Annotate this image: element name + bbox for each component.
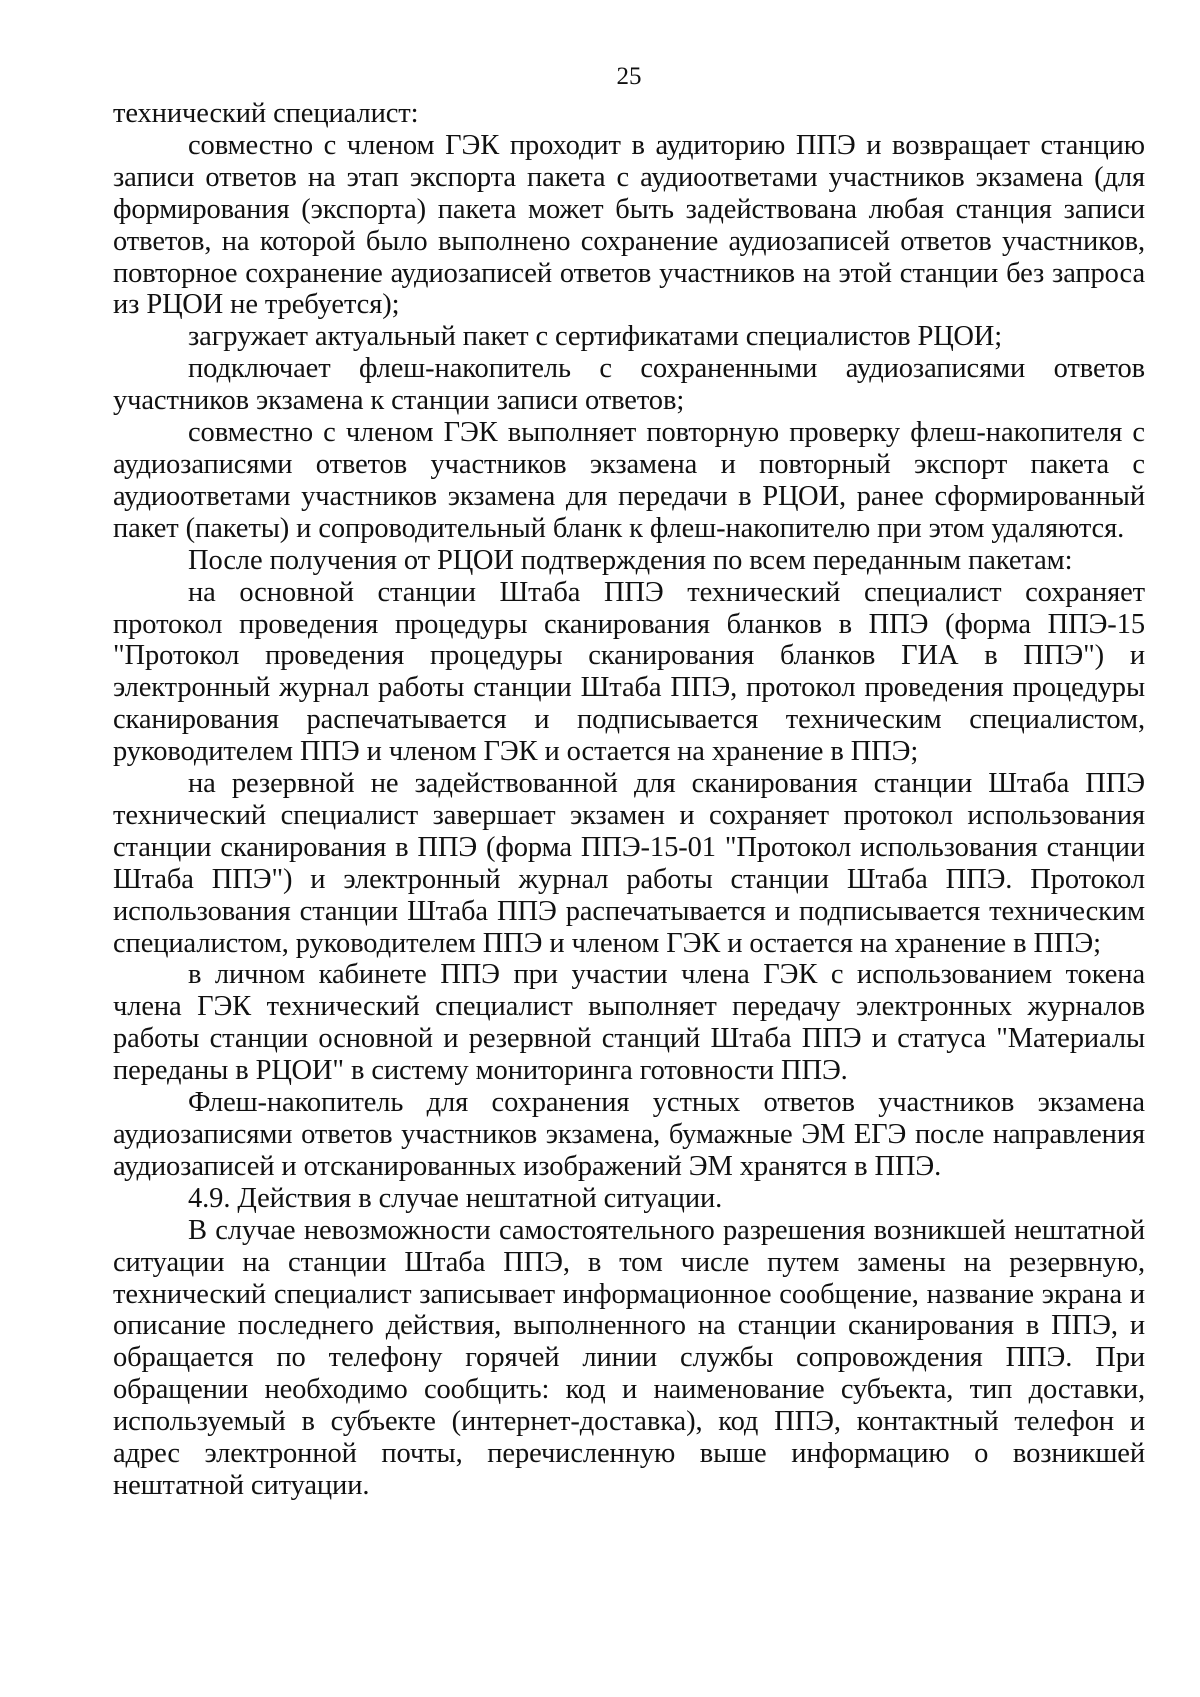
paragraph-personal-cabinet: в личном кабинете ППЭ при участии члена ГЭК с использованием токена члена ГЭК технический специалист выполняет передачу электронных журналов работы станции основной и резервной станций Штаба ППЭ и статуса "Материалы переданы в РЦОИ" в систему мониторинга готовности ППЭ. bbox=[113, 959, 1145, 1087]
paragraph-role-heading: технический специалист: bbox=[113, 98, 419, 129]
document-page bbox=[113, 62, 1145, 1502]
section-heading-4-9: 4.9. Действия в случае нештатной ситуации. bbox=[188, 1182, 723, 1214]
paragraph-recheck-export: совместно с членом ГЭК выполняет повторную проверку флеш-накопителя с аудиозаписями ответов участников экзамена и повторный экспорт пакета с аудиоответами участников экзамена для передачи в РЦОИ, ранее сформированный пакет (пакеты) и сопроводительный бланк к флеш-накопителю при этом удаляются. bbox=[113, 417, 1145, 544]
paragraph-connect-flash: подключает флеш-накопитель с сохраненными аудиозаписями ответов участников экзамена к станции записи ответов; bbox=[113, 353, 1145, 417]
paragraph-return-station: совместно с членом ГЭК проходит в аудиторию ППЭ и возвращает станцию записи ответов на этап экспорта пакета с аудиоответами участников экзамена (для формирования (экспорта) пакета может быть задействована любая станция записи ответов, на которой было выполнено сохранение аудиозаписей ответов участников, повторное сохранение аудиозаписей ответов участников на этой станции без запроса из РЦОИ не требуется); bbox=[113, 129, 1145, 321]
page-number: 25 bbox=[616, 63, 642, 90]
paragraph-emergency-actions: В случае невозможности самостоятельного разрешения возникшей нештатной ситуации на станции Штаба ППЭ, в том числе путем замены на резервную, технический специалист записывает информационное сообщение, название экрана и описание последнего действия, выполненного на станции сканирования в ППЭ, и обращается по телефону горячей линии службы сопровождения ППЭ. При обращении необходимо сообщить: код и наименование субъекта, тип доставки, используемый в субъекте (интернет-доставка), код ППЭ, контактный телефон и адрес электронной почты, перечисленную выше информацию о возникшей нештатной ситуации. bbox=[113, 1214, 1145, 1501]
paragraph-after-confirmation: После получения от РЦОИ подтверждения по всем переданным пакетам: bbox=[188, 544, 1073, 576]
paragraph-reserve-station: на резервной не задействованной для сканирования станции Штаба ППЭ технический специалист завершает экзамен и сохраняет протокол использования станции сканирования в ППЭ (форма ППЭ-15-01 "Протокол использования станции Штаба ППЭ") и электронный журнал работы станции Штаба ППЭ. Протокол использования станции Штаба ППЭ распечатывается и подписывается техническим специалистом, руководителем ППЭ и членом ГЭК и остается на хранение в ППЭ; bbox=[113, 768, 1145, 959]
paragraph-main-station: на основной станции Штаба ППЭ технический специалист сохраняет протокол проведения процедуры сканирования бланков в ППЭ (форма ППЭ-15 "Протокол проведения процедуры сканирования бланков ГИА в ППЭ") и электронный журнал работы станции Штаба ППЭ, протокол проведения процедуры сканирования распечатывается и подписывается техническим специалистом, руководителем ППЭ и членом ГЭК и остается на хранение в ППЭ; bbox=[113, 576, 1145, 768]
paragraph-load-certificates: загружает актуальный пакет с сертификатами специалистов РЦОИ; bbox=[188, 321, 1003, 353]
paragraph-flash-storage: Флеш-накопитель для сохранения устных ответов участников экзамена аудиозаписями ответов участников экзамена, бумажные ЭМ ЕГЭ после направления аудиозаписей и отсканированных изображений ЭМ хранятся в ППЭ. bbox=[113, 1087, 1145, 1182]
